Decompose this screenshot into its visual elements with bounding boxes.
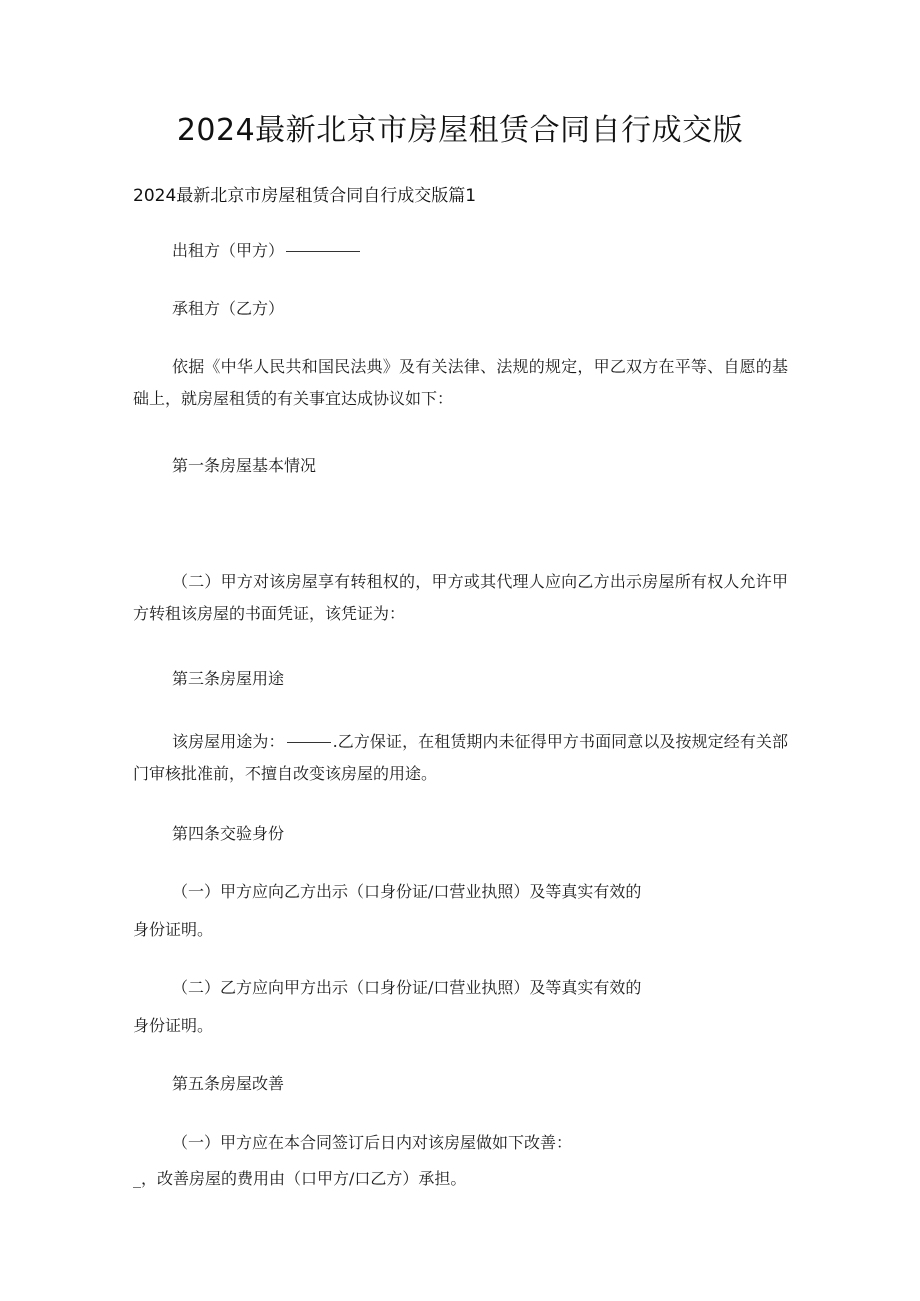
article4-item1-line2: 身份证明。	[133, 920, 214, 939]
article4-item2-line2: 身份证明。	[133, 1016, 214, 1035]
lessor-blank	[286, 250, 360, 252]
document-title: 2024最新北京市房屋租赁合同自行成交版	[176, 113, 744, 148]
article5-item1-line1: （一）甲方应在本合同签订后日内对该房屋做如下改善：	[172, 1133, 573, 1152]
preamble-paragraph: 依据《中华人民共和国民法典》及有关法律、法规的规定，甲乙双方在平等、自愿的基础上，就房屋租赁的有关事宜达成协议如下：	[133, 357, 788, 408]
article3-body-after: .乙方保证，在租赁期内未征得甲方书面同意以及按规定经有关部门审核批准前，不擅自改变该房屋的用途。	[133, 732, 788, 783]
lessor-line	[172, 239, 362, 263]
article5-heading: 第五条房屋改善	[172, 1074, 285, 1093]
article4-item1-line1: （一）甲方应向乙方出示（口身份证/口营业执照）及等真实有效的	[172, 882, 642, 901]
document-subtitle: 2024最新北京市房屋租赁合同自行成交版篇1	[133, 186, 477, 206]
article3-body-before: 该房屋用途为：	[172, 732, 285, 751]
article1-heading: 第一条房屋基本情况	[172, 456, 317, 475]
article3-heading: 第三条房屋用途	[172, 669, 285, 688]
article4-item2-line1: （二）乙方应向甲方出示（口身份证/口营业执照）及等真实有效的	[172, 978, 642, 997]
article4-heading: 第四条交验身份	[172, 824, 285, 843]
article3-body	[133, 726, 788, 790]
usage-blank	[287, 741, 331, 743]
lessee-label: 承租方（乙方）	[172, 299, 285, 318]
article5-item1-line2: _，改善房屋的费用由（口甲方/口乙方）承担。	[133, 1169, 467, 1188]
article1-item2-paragraph: （二）甲方对该房屋享有转租权的，甲方或其代理人应向乙方出示房屋所有权人允许甲方转租该房屋的书面凭证，该凭证为：	[133, 572, 788, 623]
lessor-label: 出租方（甲方）	[172, 241, 285, 260]
